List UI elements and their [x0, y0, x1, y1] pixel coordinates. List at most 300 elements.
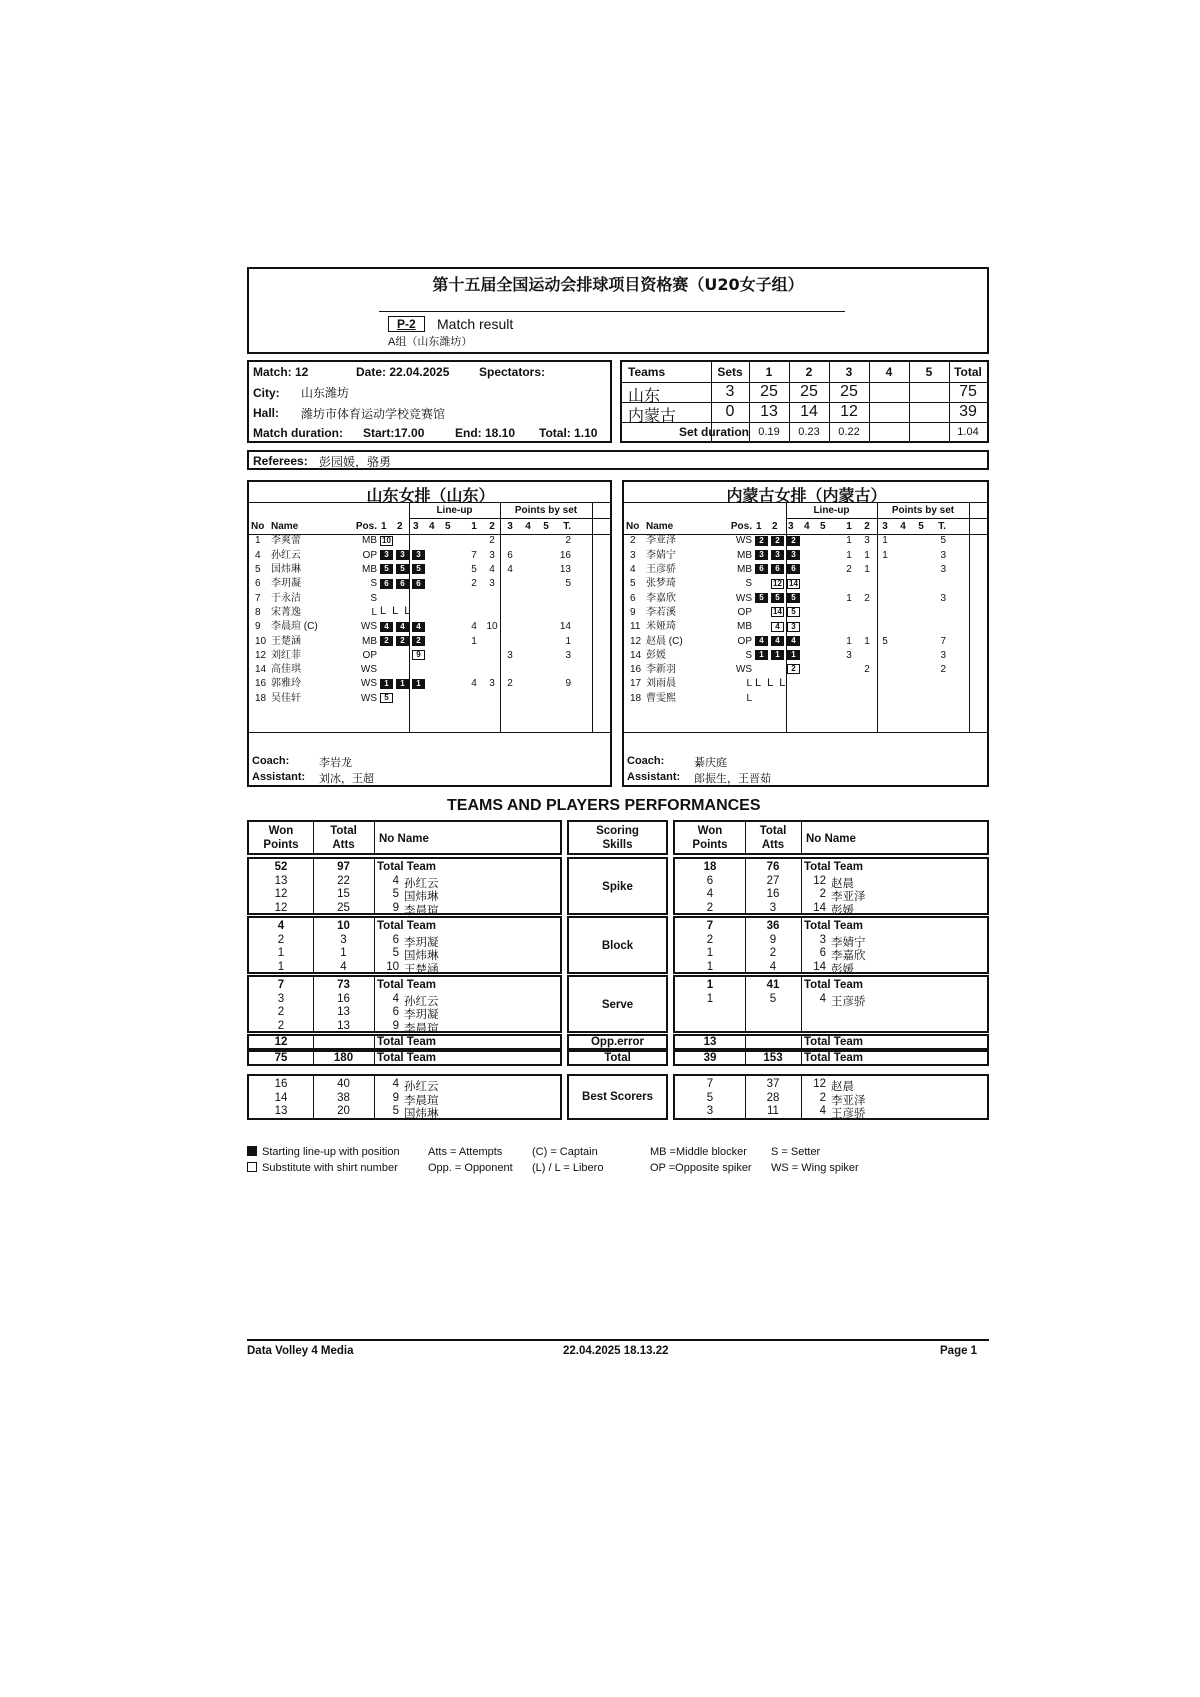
- referees-names: 彭园媛，骆勇: [319, 455, 392, 469]
- lineup-start-mark: 1: [787, 650, 800, 660]
- player-points-set-2: [858, 577, 876, 591]
- lineup-sub-mark: 14: [771, 607, 784, 617]
- match-info-box: [247, 360, 612, 443]
- player-number: 6: [392, 933, 399, 946]
- won-points-value: 16: [274, 1078, 288, 1090]
- away-lineup-set-5: 5: [820, 521, 826, 533]
- player-name: 郭雅玲: [271, 678, 301, 690]
- lineup-start-mark: 2: [771, 536, 784, 546]
- away-col-total: T.: [938, 521, 946, 533]
- player-points-set-5: [537, 563, 555, 577]
- player-position: S: [370, 578, 377, 590]
- player-number: 6: [630, 592, 636, 604]
- lineup-start-mark: 5: [412, 564, 425, 574]
- lineup-start-mark: 5: [771, 593, 784, 603]
- player-row: [251, 677, 587, 691]
- player-points-set-1: [840, 692, 858, 706]
- player-lineup: [377, 649, 465, 663]
- total-team-label: Total Team: [804, 920, 863, 932]
- set-duration-cell: 0.23: [798, 426, 820, 438]
- away-points-set-4: 4: [900, 521, 906, 533]
- best-scorers-label-box: [567, 1074, 668, 1120]
- lineup-start-mark: 6: [755, 564, 768, 574]
- score-header-2: 1: [765, 365, 773, 379]
- player-number: 18: [630, 692, 642, 704]
- player-name: 王楚涵: [271, 635, 301, 647]
- home-lineup-set-2: 2: [397, 521, 403, 533]
- won-points-value: 13: [274, 1105, 288, 1117]
- player-points-set-3: [876, 577, 894, 591]
- away-points-header-2: Points: [692, 839, 728, 851]
- total-atts-value: 15: [337, 888, 350, 900]
- away-roster: [626, 520, 962, 706]
- player-position: WS: [735, 592, 752, 604]
- player-row: [626, 591, 962, 605]
- player-name: 刘红菲: [271, 649, 301, 661]
- away-block-section: [673, 916, 989, 974]
- lineup-sub-mark: 2: [787, 664, 800, 674]
- player-points-set-4: [519, 692, 537, 706]
- away-points-set-2: 2: [864, 521, 870, 533]
- total-atts-value: 4: [769, 960, 777, 973]
- player-name: 宋菁逸: [271, 606, 301, 618]
- player-position: MB: [737, 621, 752, 633]
- doc-type: Match result: [437, 316, 514, 332]
- home-lineup-set-headers: [377, 520, 465, 534]
- total-team-label: Total Team: [377, 920, 436, 932]
- player-points-set-2: [858, 649, 876, 663]
- player-points-set-1: 1: [846, 535, 852, 547]
- player-points-set-3: [876, 563, 894, 577]
- player-number: 14: [813, 901, 826, 914]
- away-lineup-set-1: 1: [756, 521, 762, 533]
- player-points-set-2: 3: [864, 535, 870, 547]
- player-lineup: [377, 549, 465, 563]
- player-row: [251, 591, 587, 605]
- player-points-set-5: [912, 634, 930, 648]
- player-lineup: [377, 663, 465, 677]
- won-points-value: 1: [706, 960, 714, 973]
- player-row: [251, 577, 587, 591]
- player-row: [251, 549, 587, 563]
- skill-label: Spike: [602, 881, 633, 893]
- score-team-name: 内蒙古: [628, 408, 677, 425]
- player-points-set-1: [465, 649, 483, 663]
- lineup-start-mark: 3: [380, 550, 393, 560]
- player-points-set-3: [876, 663, 894, 677]
- player-lineup: [752, 534, 840, 548]
- player-name: 王楚涵: [404, 963, 439, 976]
- player-number: 3: [630, 549, 636, 561]
- player-lineup: [752, 634, 840, 648]
- match-start: Start:17.00: [363, 426, 425, 440]
- player-points-set-3: [501, 663, 519, 677]
- player-name: 国炜琳: [404, 1108, 439, 1120]
- player-total-points: 3: [565, 649, 571, 661]
- lineup-start-mark: 5: [380, 564, 393, 574]
- home-points-set-1: 1: [471, 521, 477, 533]
- player-points-set-3: 3: [507, 649, 513, 661]
- city-label: City:: [253, 386, 280, 400]
- player-number: 5: [255, 564, 261, 576]
- player-number: 5: [392, 1105, 399, 1117]
- total-team-label: Total Team: [804, 979, 863, 991]
- player-name: 李爽蕾: [271, 535, 301, 547]
- score-header-1: Sets: [717, 365, 743, 379]
- player-position: OP: [362, 649, 377, 661]
- player-points-set-3: [501, 577, 519, 591]
- player-points-set-2: [483, 591, 501, 605]
- player-name: 赵晨 (C): [646, 635, 683, 647]
- player-total-points: 5: [565, 578, 571, 590]
- player-points-set-2: 4: [489, 564, 495, 576]
- won-points-value: 52: [274, 861, 288, 873]
- away-total-row: [673, 1050, 989, 1066]
- lineup-sub-mark: 5: [380, 693, 393, 703]
- home-best-scorers: [247, 1074, 562, 1120]
- score-cell: 25: [760, 383, 778, 400]
- player-points-set-4: [519, 634, 537, 648]
- player-name: 孙红云: [404, 995, 439, 1008]
- total-team-label: Total Team: [377, 861, 436, 873]
- player-lineup: [377, 606, 465, 620]
- player-row: [626, 606, 962, 620]
- legend-starting: [247, 1146, 400, 1158]
- player-points-set-2: 3: [489, 549, 495, 561]
- away-assistant: 郎振生，王晋茹: [694, 773, 771, 785]
- away-perf-header: [673, 820, 989, 855]
- player-position: MB: [362, 635, 377, 647]
- player-number: 2: [819, 1091, 826, 1104]
- competition-title: 第十五届全国运动会排球项目资格赛（U20女子组）: [432, 275, 804, 294]
- player-number: 2: [819, 888, 826, 900]
- lineup-sub-mark: 10: [380, 536, 393, 546]
- player-lineup: [377, 563, 465, 577]
- player-number: 14: [255, 664, 267, 676]
- performance-title: TEAMS AND PLAYERS PERFORMANCES: [447, 797, 761, 814]
- player-points-set-4: [894, 591, 912, 605]
- won-points-value: 18: [703, 861, 717, 873]
- player-points-set-3: 6: [507, 549, 513, 561]
- player-points-set-5: [912, 577, 930, 591]
- total-atts-value: 13: [337, 1019, 350, 1032]
- player-name: 李亚泽: [646, 535, 676, 547]
- player-total-points: 14: [559, 621, 571, 633]
- score-box: [620, 360, 989, 443]
- player-points-set-5: [537, 534, 555, 548]
- player-name: 王彦骄: [831, 1108, 866, 1120]
- player-number: 7: [255, 592, 261, 604]
- away-team-title: 内蒙古女排（内蒙古）: [726, 488, 887, 505]
- player-total-points: [930, 620, 946, 634]
- skill-block: [567, 916, 668, 974]
- skills-header-1: Scoring: [596, 825, 639, 837]
- player-points-set-2: 1: [864, 564, 870, 576]
- player-points-set-3: [501, 692, 519, 706]
- player-points-set-5: [912, 692, 930, 706]
- legend-s: S = Setter: [771, 1146, 821, 1158]
- set-duration-label: Set duration: [678, 425, 749, 439]
- player-name: 李玥凝: [404, 936, 439, 949]
- total-atts-value: 11: [767, 1105, 779, 1117]
- player-row: [626, 634, 962, 648]
- won-points-value: 4: [277, 920, 285, 932]
- player-row: [251, 606, 587, 620]
- player-number: 12: [630, 635, 642, 647]
- player-name: 李婧宁: [831, 936, 866, 949]
- player-position: S: [745, 578, 752, 590]
- player-points-set-3: 2: [507, 678, 513, 690]
- away-coach: 綦庆庭: [694, 757, 727, 769]
- referees-label: Referees:: [253, 454, 308, 468]
- lineup-start-mark: 4: [380, 622, 393, 632]
- home-points-header-2: Points: [263, 839, 299, 851]
- player-points-set-3: [501, 620, 519, 634]
- lineup-start-mark: 4: [755, 636, 768, 646]
- player-points-set-3: 4: [507, 564, 513, 576]
- player-number: 17: [630, 678, 642, 690]
- player-points-set-1: 3: [846, 649, 852, 661]
- score-header-7: Total: [954, 365, 982, 379]
- player-number: 6: [255, 578, 261, 590]
- player-number: 8: [255, 606, 261, 618]
- lineup-start-mark: 1: [771, 650, 784, 660]
- player-points-set-5: [912, 620, 930, 634]
- home-coach-label: Coach:: [252, 755, 290, 767]
- player-number: 12: [813, 1078, 826, 1090]
- home-roster-box: [247, 480, 612, 787]
- away-best-scorers: [673, 1074, 989, 1120]
- player-points-set-3: [501, 634, 519, 648]
- home-serve-section: [247, 975, 562, 1033]
- player-points-set-4: [519, 591, 537, 605]
- total-team-label: Total Team: [377, 1052, 436, 1064]
- lineup-start-mark: 2: [787, 536, 800, 546]
- home-col-no: No: [251, 521, 265, 533]
- player-points-set-5: [537, 663, 555, 677]
- player-points-set-1: 1: [846, 549, 852, 561]
- home-col-pos: Pos.: [355, 521, 377, 533]
- total-team-label: Total Team: [377, 1036, 436, 1048]
- skill-spike: [567, 857, 668, 915]
- lineup-start-mark: 2: [755, 536, 768, 546]
- player-points-set-3: 5: [882, 635, 888, 647]
- player-position: WS: [360, 621, 377, 633]
- player-points-set-3: [501, 591, 519, 605]
- player-points-set-4: [894, 692, 912, 706]
- home-total-row: [247, 1050, 562, 1066]
- player-lineup: [752, 549, 840, 563]
- score-header-6: 5: [925, 365, 933, 379]
- player-total-points: 16: [559, 549, 571, 561]
- player-row: [626, 677, 962, 691]
- won-points-value: 5: [706, 1091, 714, 1104]
- player-name: 李玥凝: [404, 1009, 439, 1021]
- footer-rule: [247, 1339, 989, 1341]
- player-points-set-2: 2: [489, 535, 495, 547]
- away-lineup-set-4: 4: [804, 521, 810, 533]
- player-name: 米娅琦: [646, 621, 676, 633]
- home-noname-header: No Name: [379, 833, 429, 845]
- player-points-set-5: [912, 591, 930, 605]
- lineup-libero-mark: L: [779, 677, 786, 689]
- won-points-value: 12: [274, 901, 288, 914]
- lineup-sub-mark: 9: [412, 650, 425, 660]
- player-points-set-2: [858, 606, 876, 620]
- lineup-start-mark: 3: [771, 550, 784, 560]
- match-end: End: 18.10: [455, 426, 516, 440]
- player-name: 国炜琳: [404, 891, 439, 903]
- player-points-set-3: [501, 606, 519, 620]
- player-points-set-1: 5: [471, 564, 477, 576]
- total-atts-value: 97: [337, 861, 350, 873]
- lineup-start-mark: 1: [380, 679, 393, 689]
- won-points-value: 12: [274, 888, 288, 900]
- player-points-set-5: [537, 577, 555, 591]
- won-points-value: 1: [277, 960, 285, 973]
- away-coach-label: Coach:: [627, 755, 665, 767]
- player-number: 6: [392, 1006, 399, 1018]
- player-points-set-4: [894, 634, 912, 648]
- player-points-set-1: [840, 677, 858, 691]
- lineup-sub-mark: 4: [771, 622, 784, 632]
- hall-label: Hall:: [253, 406, 280, 420]
- total-atts-value: 28: [766, 1091, 780, 1104]
- player-name: 曹雯熙: [646, 692, 676, 704]
- player-points-set-2: 1: [864, 549, 870, 561]
- player-number: 5: [392, 947, 399, 959]
- player-position: WS: [360, 664, 377, 676]
- player-name: 李晨瑄: [404, 1022, 439, 1035]
- total-atts-value: 1: [340, 947, 347, 959]
- player-points-set-3: [501, 534, 519, 548]
- player-number: 6: [819, 947, 826, 959]
- player-lineup: [377, 677, 465, 691]
- score-header-3: 2: [805, 365, 813, 379]
- player-name: 李晨瑄: [404, 1094, 439, 1107]
- player-number: 14: [630, 649, 642, 661]
- won-points-value: 39: [703, 1052, 717, 1064]
- player-points-set-2: 3: [489, 578, 495, 590]
- won-points-value: 7: [277, 979, 285, 991]
- skill-total: [567, 1050, 668, 1066]
- won-points-value: 12: [274, 1036, 288, 1048]
- home-lineup-set-3: 3: [413, 521, 419, 533]
- away-spike-section: [673, 857, 989, 915]
- skill-serve: [567, 975, 668, 1033]
- player-points-set-1: 4: [471, 678, 477, 690]
- player-number: 4: [819, 992, 826, 1005]
- player-row: [626, 577, 962, 591]
- total-atts-value: 20: [337, 1105, 350, 1117]
- player-points-set-4: [519, 549, 537, 563]
- player-number: 11: [630, 621, 641, 633]
- player-points-set-2: [483, 634, 501, 648]
- total-atts-value: 38: [337, 1091, 350, 1104]
- player-total-points: [930, 677, 946, 691]
- player-number: 4: [630, 564, 636, 576]
- match-date: Date: 22.04.2025: [356, 365, 450, 379]
- player-position: WS: [735, 535, 752, 547]
- home-lineup-set-5: 5: [445, 521, 451, 533]
- player-name: 李嘉欣: [831, 950, 866, 962]
- player-lineup: [377, 692, 465, 706]
- score-cell: 14: [800, 403, 818, 420]
- player-points-set-4: [894, 620, 912, 634]
- player-total-points: 3: [940, 549, 946, 561]
- player-number: 12: [255, 649, 267, 661]
- score-cell: 25: [800, 383, 818, 400]
- player-lineup: [377, 634, 465, 648]
- player-points-set-4: [519, 620, 537, 634]
- referees-box: [247, 450, 989, 470]
- empty-square-icon: [247, 1162, 257, 1172]
- player-points-set-1: [465, 534, 483, 548]
- lineup-sub-mark: 14: [787, 579, 800, 589]
- best-scorers-label: Best Scorers: [582, 1091, 653, 1103]
- player-total-points: [930, 577, 946, 591]
- footer-software: Data Volley 4 Media: [247, 1345, 354, 1357]
- player-number: 4: [255, 549, 261, 561]
- player-points-set-3: 1: [882, 549, 888, 561]
- player-lineup: [377, 620, 465, 634]
- player-position: MB: [737, 564, 752, 576]
- player-points-set-4: [894, 663, 912, 677]
- total-atts-value: 5: [769, 992, 777, 1005]
- total-atts-value: 10: [337, 920, 350, 932]
- player-total-points: [555, 663, 571, 677]
- player-lineup: [752, 606, 840, 620]
- lineup-start-mark: 2: [396, 636, 409, 646]
- player-name: 孙红云: [404, 877, 439, 890]
- player-total-points: 3: [940, 649, 946, 661]
- player-lineup: [752, 563, 840, 577]
- total-atts-value: 76: [766, 861, 780, 873]
- player-name: 李玥凝: [271, 578, 301, 590]
- match-number: Match: 12: [253, 365, 309, 379]
- player-points-set-5: [912, 663, 930, 677]
- away-roster-box: [622, 480, 989, 787]
- won-points-value: 2: [277, 1006, 285, 1018]
- home-coach: 李岩龙: [319, 757, 352, 769]
- home-points-header: Points by set: [514, 505, 578, 516]
- skill-label: Serve: [601, 999, 634, 1011]
- skill-opp-error: [567, 1034, 668, 1050]
- player-row: [251, 620, 587, 634]
- home-col-name: Name: [271, 521, 299, 533]
- player-points-set-5: [537, 549, 555, 563]
- player-points-set-5: [537, 677, 555, 691]
- player-name: 李亚泽: [831, 1094, 866, 1107]
- filled-square-icon: [247, 1146, 257, 1156]
- lineup-start-mark: 3: [755, 550, 768, 560]
- player-name: 王彦骄: [646, 564, 676, 576]
- home-block-section: [247, 916, 562, 974]
- away-points-header: Points by set: [891, 505, 955, 516]
- won-points-value: 1: [706, 992, 714, 1005]
- score-header-0: Teams: [628, 365, 666, 379]
- player-lineup: [752, 692, 840, 706]
- player-points-set-3: [876, 649, 894, 663]
- won-points-value: 3: [277, 992, 285, 1005]
- won-points-value: 13: [703, 1036, 717, 1048]
- legend-atts: Atts = Attempts: [428, 1146, 503, 1158]
- player-row: [626, 563, 962, 577]
- away-total-header: Total: [759, 825, 787, 837]
- player-lineup: [752, 591, 840, 605]
- duration-label: Match duration:: [253, 426, 343, 440]
- player-name: 孙红云: [271, 549, 301, 561]
